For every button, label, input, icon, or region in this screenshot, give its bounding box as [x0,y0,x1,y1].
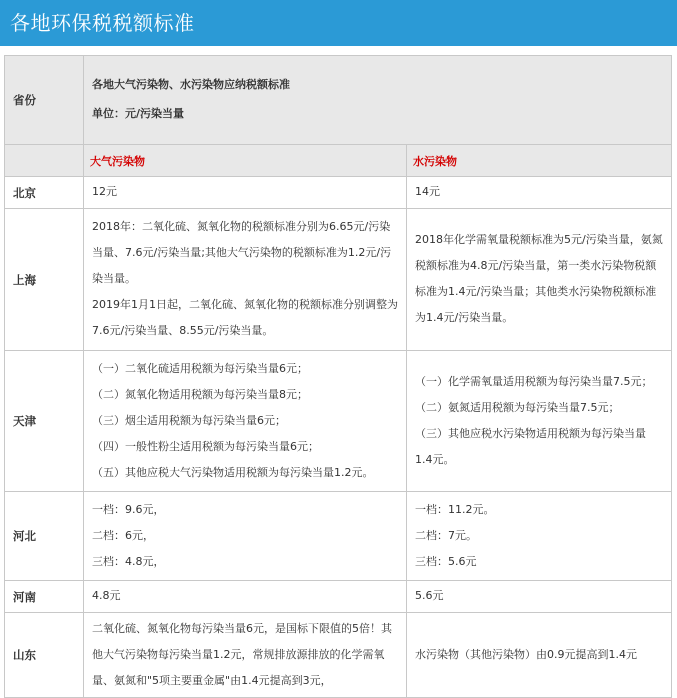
air-line: 二档：6元， [92,528,154,542]
province-header: 省份 [5,56,84,145]
table-row-hebei [5,492,672,581]
water-line: 二档：7元。 [415,528,477,542]
empty-header-cell [5,145,84,177]
province-cell: 上海 [5,209,84,351]
water-cell [407,209,672,351]
air-line: 二氧化硫、氮氧化物每污染当量6元，是国标下限值的5倍！其他大气污染物每污染当量1.2元，常规排放源排放的化学需氧量、氨氮和"5项主要重金属"由1.4元提高到3元， [92,621,392,687]
water-cell [407,351,672,492]
table-header-row [5,56,672,145]
water-line: 2018年化学需氧量税额标准为5元/污染当量，氨氮税额标准为4.8元/污染当量，第一类水污染物税额标准为1.4元/污染当量；其他类水污染物税额标准为1.4元/污染当量。 [415,233,663,324]
table-unit: 单位：元/污染当量 [92,107,185,120]
air-line: （四）一般性粉尘适用税额为每污染当量6元； [92,439,319,453]
air-line: 2018年：二氧化硫、氮氧化物的税额标准分别为6.65元/污染当量、7.6元/污染当量;其他大气污染物的税额标准为1.2元/污染当量。 [92,220,392,285]
water-cell [407,613,672,698]
water-line: 水污染物（其他污染物）由0.9元提高到1.4元 [415,647,637,661]
air-cell [84,209,407,351]
table-row-tianjin [5,351,672,492]
air-cell [84,351,407,492]
province-cell: 北京 [5,177,84,209]
page-title: 各地环保税税额标准 [10,11,195,35]
water-line: 一档：11.2元。 [415,502,495,516]
water-cell [407,177,672,209]
water-line: 三档：5.6元 [415,554,477,568]
water-pollutant-header: 水污染物 [407,145,672,177]
table-title: 各地大气污染物、水污染物应纳税额标准 [92,78,290,91]
water-line: （三）其他应税水污染物适用税额为每污染当量1.4元。 [415,426,646,466]
water-cell [407,492,672,581]
air-pollutant-header: 大气污染物 [84,145,407,177]
air-line: （二）氮氧化物适用税额为每污染当量8元； [92,387,308,401]
table-row-shanghai [5,209,672,351]
water-line: 14元 [415,185,440,198]
air-line: 一档：9.6元， [92,502,165,516]
province-cell: 天津 [5,351,84,492]
air-cell [84,613,407,698]
air-cell [84,492,407,581]
air-line: 三档：4.8元， [92,554,165,568]
water-line: （二）氨氮适用税额为每污染当量7.5元； [415,400,620,414]
province-cell: 山东 [5,613,84,698]
table-title-cell [84,56,672,145]
tax-standard-table [4,55,672,698]
table-row-henan [5,581,672,613]
air-line: 4.8元 [92,589,121,602]
province-cell: 河北 [5,492,84,581]
air-cell [84,581,407,613]
air-line: （五）其他应税大气污染物适用税额为每污染当量1.2元。 [92,465,374,479]
page-banner [0,0,677,46]
column-header-row [5,145,672,177]
air-cell [84,177,407,209]
air-line: 12元 [92,185,117,198]
water-cell [407,581,672,613]
air-line: （三）烟尘适用税额为每污染当量6元； [92,413,286,427]
province-cell: 河南 [5,581,84,613]
water-line: （一）化学需氧量适用税额为每污染当量7.5元； [415,374,653,388]
air-line: （一）二氧化硫适用税额为每污染当量6元； [92,361,308,375]
air-line: 2019年1月1日起，二氧化硫、氮氧化物的税额标准分别调整为7.6元/污染当量、8.55元/污染当量。 [92,298,398,337]
table-row-beijing [5,177,672,209]
table-row-shandong [5,613,672,698]
water-line: 5.6元 [415,589,444,602]
